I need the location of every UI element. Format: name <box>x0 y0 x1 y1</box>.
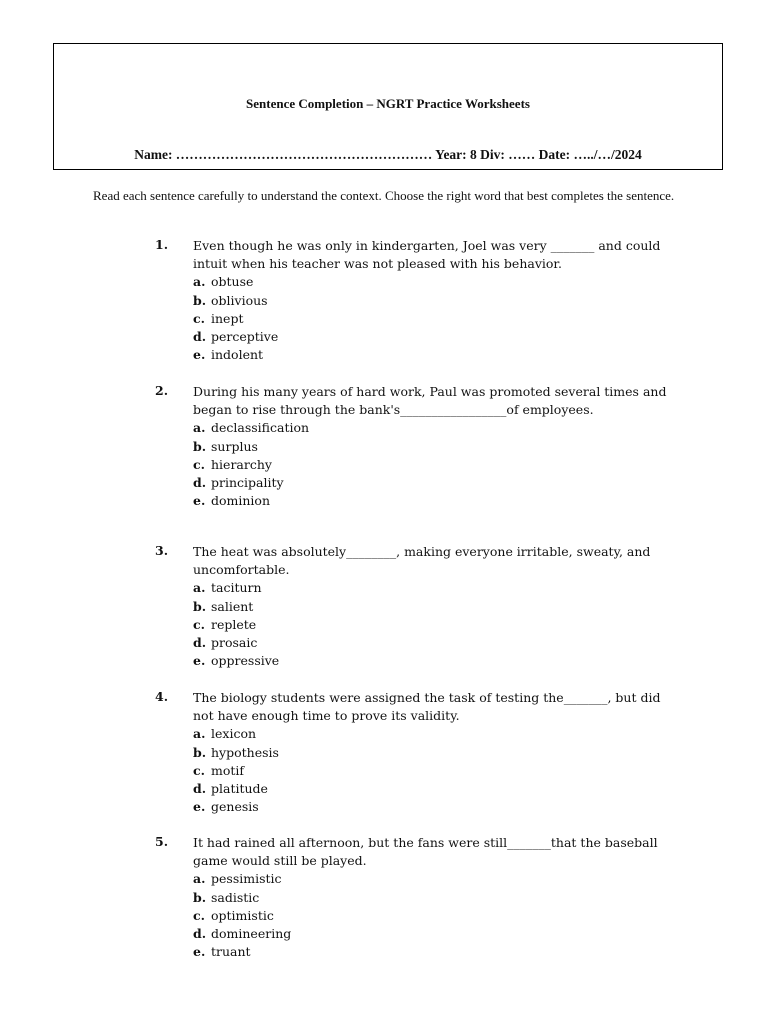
option-text: sadistic <box>211 889 260 905</box>
option-text: perceptive <box>211 328 279 344</box>
option-d <box>193 925 291 943</box>
question-number: 3. <box>155 543 169 558</box>
question-text: The biology students were assigned the task of testing the_______, but did not have enough time to prove its validity. <box>193 690 661 724</box>
question-number: 4. <box>155 689 169 704</box>
option-letter: b. <box>193 744 207 760</box>
option-a <box>193 725 279 743</box>
option-letter: e. <box>193 944 206 960</box>
option-letter: b. <box>193 292 207 308</box>
option-letter: b. <box>193 598 207 614</box>
worksheet-header-box <box>53 43 723 170</box>
option-letter: d. <box>193 925 207 941</box>
option-text: oppressive <box>211 653 280 669</box>
option-letter: d. <box>193 474 207 490</box>
option-text: taciturn <box>211 580 262 596</box>
option-c <box>193 456 309 474</box>
option-e <box>193 492 309 510</box>
question-number: 2. <box>155 383 169 398</box>
option-b <box>193 292 278 310</box>
worksheet-title: Sentence Completion – NGRT Practice Worksheets <box>246 96 530 111</box>
option-text: salient <box>211 598 254 614</box>
option-letter: c. <box>193 456 205 472</box>
option-letter: e. <box>193 653 206 669</box>
options-list <box>193 579 279 670</box>
option-a <box>193 579 279 597</box>
option-text: truant <box>211 944 251 960</box>
option-a <box>193 419 309 437</box>
option-text: oblivious <box>211 292 268 308</box>
option-text: pessimistic <box>211 871 282 887</box>
options-list <box>193 419 309 510</box>
option-text: indolent <box>211 347 264 363</box>
options-list <box>193 273 278 364</box>
option-b <box>193 598 279 616</box>
option-c <box>193 310 278 328</box>
question-text: The heat was absolutely________, making everyone irritable, sweaty, and uncomfortable. <box>193 544 651 578</box>
option-e <box>193 943 291 961</box>
option-a <box>193 870 291 888</box>
option-e <box>193 346 278 364</box>
option-letter: a. <box>193 726 206 742</box>
option-d <box>193 328 278 346</box>
option-letter: e. <box>193 799 206 815</box>
option-text: hierarchy <box>211 456 272 472</box>
option-text: inept <box>211 310 244 326</box>
option-letter: e. <box>193 347 206 363</box>
option-text: lexicon <box>211 726 257 742</box>
option-letter: a. <box>193 580 206 596</box>
option-letter: b. <box>193 889 207 905</box>
option-letter: c. <box>193 616 205 632</box>
instructions-text: Read each sentence carefully to understand the context. Choose the right word that best completes the sentence. <box>93 188 675 203</box>
option-text: prosaic <box>211 634 258 650</box>
option-letter: a. <box>193 274 206 290</box>
option-a <box>193 273 278 291</box>
option-text: motif <box>211 762 245 778</box>
option-letter: a. <box>193 871 206 887</box>
option-c <box>193 616 279 634</box>
option-letter: c. <box>193 907 205 923</box>
option-text: platitude <box>211 780 268 796</box>
option-text: genesis <box>211 799 259 815</box>
option-d <box>193 634 279 652</box>
option-letter: d. <box>193 328 207 344</box>
option-letter: b. <box>193 438 207 454</box>
option-text: principality <box>211 474 284 490</box>
options-list <box>193 870 291 961</box>
option-d <box>193 474 309 492</box>
options-list <box>193 725 279 816</box>
option-letter: a. <box>193 420 206 436</box>
option-text: domineering <box>211 925 292 941</box>
student-info-line: Name: ………………………………………………… Year: 8 Div: …… Date: …../…/2024 <box>134 147 642 162</box>
question-text: It had rained all afternoon, but the fans were still_______that the baseball game would still be played. <box>193 835 658 869</box>
option-b <box>193 438 309 456</box>
option-e <box>193 798 279 816</box>
option-text: surplus <box>211 438 258 454</box>
option-letter: c. <box>193 310 205 326</box>
option-d <box>193 780 279 798</box>
option-c <box>193 907 291 925</box>
option-text: dominion <box>211 493 271 509</box>
option-letter: e. <box>193 493 206 509</box>
option-text: optimistic <box>211 907 274 923</box>
option-letter: d. <box>193 780 207 796</box>
question-number: 5. <box>155 834 169 849</box>
option-e <box>193 652 279 670</box>
question-text: During his many years of hard work, Paul was promoted several times and began to rise through the bank's_________________of employees. <box>193 384 667 418</box>
option-text: obtuse <box>211 274 254 290</box>
option-text: replete <box>211 616 257 632</box>
option-b <box>193 744 279 762</box>
option-text: declassification <box>211 420 310 436</box>
option-letter: c. <box>193 762 205 778</box>
question-text: Even though he was only in kindergarten, Joel was very _______ and could intuit when his teacher was not pleased with his behavior. <box>193 238 661 272</box>
option-letter: d. <box>193 634 207 650</box>
option-c <box>193 762 279 780</box>
option-b <box>193 889 291 907</box>
question-number: 1. <box>155 237 169 252</box>
option-text: hypothesis <box>211 744 279 760</box>
